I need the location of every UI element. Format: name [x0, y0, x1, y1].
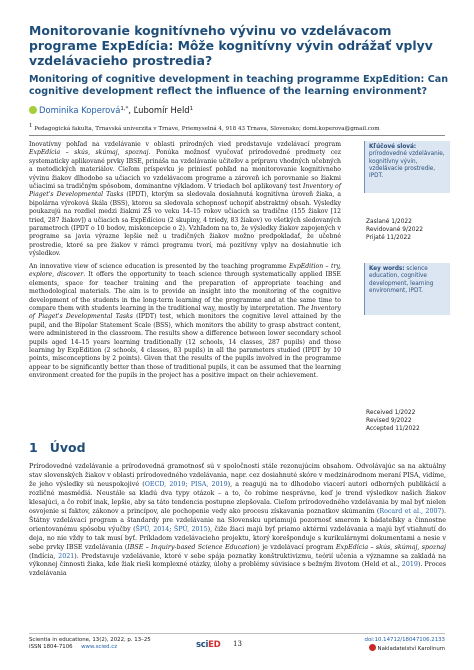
author-link-koperova[interactable]: Dominika Koperová: [39, 105, 121, 115]
abstract-sk-part3: (IPDT), ktorým sa sledovala dosiahnutá kognitívna úroveň žiaka, a bipolárna výroková škála (BSS), ktorou sa sledovala schopnosť uchopiť abstraktný obsah. Výsledky poukazujú na rozdiel medzi žiakmi ZŠ vo veku 14–15 rokov učiacich sa tradične (155 žiakov [12 tried, 287 žiakov]) a učiacich sa ExpEdíciou (2 skupiny, 4 triedy, 83 žiakov) vo všetkých sledovaných parametroch (IPDT o 10 bodov, miskoncepcie o 2). Vzhľadom na to, že výsledky žiakov zapojených v programe sa javia výrazne lepšie než u tradičných žiakov možno predpokladať, že učebné prostredie, ktoré sa pre žiakov v rámci programu tvorí, má pozitívny vplyv na dosiahnutie ich výsledkov.: [29, 191, 341, 258]
footer-journal-info: [29, 637, 151, 652]
dates-sk: [366, 218, 423, 243]
doi-link[interactable]: doi:10.14712/18047106.2133: [364, 637, 445, 643]
body-text-segment: ). Predstavuje vzdelávanie, ktoré v sebe spája poznatky konštruktivizmu, teórií učenia a významne sa zakladá na výkonnej činnosti žiaka, kde žiak rieši komplexné otázky, úlohy a problémy súvisiace s bežným životom (Held et al.,: [29, 552, 446, 569]
body-text-segment: ), a reagujú na to dlhodobo viacerí autori odborných publikácií a rozličné masmédiá. Neustále sa kladú dva typy otázok – a to, čo robíme nesprávne, keď je trend výsledkov našich žiakov klesajúci, a čo robiť inak, lepšie, aby sa táto tendencia postupne zlepšovala. Cieľom prírodovedného vzdelávania by mal byť nielen osvojenie si faktov, zákonov a princípov, ale pochopenie vedy ako procesu získavania poznatkov skúmaním (: [29, 480, 446, 515]
affiliation: [29, 123, 459, 133]
body-text-segment: ). Proces vzdelávania: [29, 561, 446, 578]
body-text-segment: ;: [169, 525, 174, 533]
keywords-text-en: science education, cognitive development, learning environment, IPDT.: [369, 266, 434, 294]
abstract-en: [29, 263, 341, 381]
logo-text-accent: ED: [208, 640, 221, 650]
logo-text-main: sci: [196, 640, 209, 650]
author-name-held: Ľubomír Held: [133, 105, 190, 115]
keywords-label-sk: Kľúčové slová:: [369, 144, 417, 150]
abstract-sk-program: ExpEdícia – skús, skúmaj, spoznaj: [29, 149, 149, 157]
footer-divider: [29, 633, 445, 634]
page-number: 13: [233, 640, 242, 648]
abstract-sk: [29, 141, 341, 259]
abstract-sk-test: Inventory of Piaget's Developmental Tasks: [29, 183, 341, 199]
abstract-en-program: ExpEdition – try, explore, discover: [29, 263, 341, 279]
header-divider: [29, 135, 445, 136]
abstract-en-part2: . It offers the opportunity to teach science through systematically applied IBSE elements, space for teacher training and the preparation of appropriate teaching and methodological materials. The aim is to provide an insight into the monitoring of the cognitive development of the students in the long-term learning of the programme and at the same time to compare them with students learning in the traditional way, mostly by interpretation.: [29, 271, 341, 313]
abstract-en-part1: An innovative view of science education is presented by the teaching programme: [29, 263, 289, 270]
orcid-icon[interactable]: [29, 106, 37, 114]
body-text-segment: ;: [185, 480, 191, 488]
citation-link[interactable]: 2021: [58, 552, 75, 560]
footer-doi-info: [365, 637, 445, 654]
body-text-segment: (Indícia,: [29, 552, 59, 560]
article-title-en: Monitoring of cognitive development in teaching programme ExpEdition: Can cognitive development reflect the influence of the learning environment?: [29, 74, 449, 97]
date-submitted-sk: Zaslané 1/2022: [366, 219, 412, 225]
citation-link[interactable]: ŠPÚ, 2014: [135, 525, 170, 533]
body-text-segment: ). Štátny vzdelávací program a štandardy pre vzdelávanie na Slovensku upriamujú pozornosť smerom k bádateľsky a činnostne orientovanému spôsobu výučby (: [29, 507, 446, 533]
keywords-label-en: Key words:: [369, 266, 405, 272]
section-number: 1: [29, 440, 38, 455]
body-text-segment: Prírodovedné vzdelávanie a prírodovedná gramotnosť sú v spoločnosti stále rezonujúcim obsahom. Odvolávajúc sa na aktuálny stav slovenských žiakov v oblasti prírodovedného vzdelávania, napr. cez dosiahnuté skóre v medzinárodnom meraní PISA, vidíme, že jeho výsledky sú neuspokojivé (: [29, 463, 446, 488]
publisher-name: Nakladatelství Karolinum: [377, 646, 445, 653]
karolinum-logo-icon: [369, 644, 376, 651]
authors-line: [29, 104, 449, 115]
section-title-text: Úvod: [49, 440, 86, 455]
abstract-en-test: The Inventory of Piaget's Developmental Tasks: [29, 305, 341, 321]
keywords-box-sk: [364, 141, 450, 193]
article-title-sk: Monitorovanie kognitívneho vývinu vo vzdelávacom programe ExpEdícia: Môže kognitívny vývin odrážať vplyv vzdelávacieho prostredia?: [29, 23, 433, 68]
date-revised-en: Revised 9/2022: [366, 418, 412, 425]
abstract-sk-part2: . Ponúka možnosť vyučovať prírodovedné predmety cez systematicky aplikované prvky IBSE, prináša na vzdelávanie učiteľov a prípravu vhodných učebných a metodických materiálov. Cieľom príspevku je priniesť pohľad na monitorovanie kognitívneho vývinu žiakov dlhodobo sa učiacich vo vzdelávacom programe a zároveň ich porovnanie so žiakmi učiacimi sa tradičným spôsobom, dominantne výkladom. V triedach bol aplikovaný test: [29, 149, 341, 191]
author-separator: ,: [128, 105, 134, 115]
author1-superscript: 1,*: [120, 106, 129, 112]
abstract-sk-part1: Inovatívny pohľad na vzdelávanie v oblasti prírodných vied predstavuje vzdelávací program: [29, 141, 341, 148]
body-italic-segment: IBSE – Inquiry-based Science Education: [127, 543, 258, 551]
body-text-segment: ) je vzdelávací program: [257, 543, 336, 551]
body-italic-segment: ExpEdícia – skús, skúmaj, spoznaj: [335, 543, 446, 551]
citation-link[interactable]: 2019: [401, 561, 418, 569]
affiliation-superscript: 1: [29, 123, 33, 129]
scied-logo: [196, 640, 220, 650]
section-heading: [29, 440, 86, 455]
citation-link[interactable]: OECD, 2019: [144, 480, 186, 488]
body-paragraph: [29, 463, 446, 579]
dates-en: [366, 409, 420, 434]
affiliation-text: Pedagogická fakulta, Trnavská univerzita v Trnave, Priemyselná 4, 918 43 Trnava, Slovensko; domi.koperova@gmail.com: [34, 126, 380, 132]
footer-journal: Scientia in educatione, 13(2), 2022, p. 13–25: [29, 637, 151, 643]
footer-issn: ISSN 1804-7106: [29, 644, 73, 651]
abstract-en-part3: (IPDT) test, which monitors the cognitive level attained by the pupil, and the Bipolar Statement Scale (BSS), which monitors the ability to grasp abstract content, were administered in the classroom. The results show a difference between lower secondary school pupils aged 14–15 years learning traditionally (12 schools, 14 classes, 287 pupils) and those learning by ExpEdition (2 schools, 4 classes, 83 pupils) in all the parameters studied (IPDT by 10 points, misconceptions by 2 points). Given that the results of the pupils involved in the programme appear to be significantly better than those of traditional pupils, it can be assumed that the learning environment created for the pupils in the project has a positive impact on their achievement.: [29, 313, 341, 380]
date-accepted-sk: Prijaté 11/2022: [366, 235, 412, 242]
date-received-en: Received 1/2022: [366, 410, 416, 416]
keywords-box-en: [364, 263, 450, 315]
citation-link[interactable]: PISA, 2019: [190, 480, 228, 488]
body-text-segment: ), čiže žiaci majú byť priamo aktérmi vzdelávania a majú byť vtiahnutí do deja, no nie vždy to tak musí byť. Príkladom vzdelávacieho projektu, ktorý korešponduje s kurikulárnymi dokumentami a nesie v sebe prvky IBSE vzdelávania (: [29, 525, 447, 551]
author2-superscript: 1: [189, 106, 194, 112]
date-revised-sk: Revidované 9/2022: [366, 227, 423, 234]
footer-journal-url[interactable]: www.scied.cz: [81, 644, 118, 651]
keywords-text-sk: prírodovedné vzdelávanie, kognitívny vývin, vzdelávacie prostredie, IPDT.: [369, 151, 445, 180]
citation-link[interactable]: ŠPÚ, 2015: [173, 525, 208, 533]
citation-link[interactable]: Rocard et al., 2007: [379, 507, 442, 515]
date-accepted-en: Accepted 11/2022: [366, 426, 420, 433]
